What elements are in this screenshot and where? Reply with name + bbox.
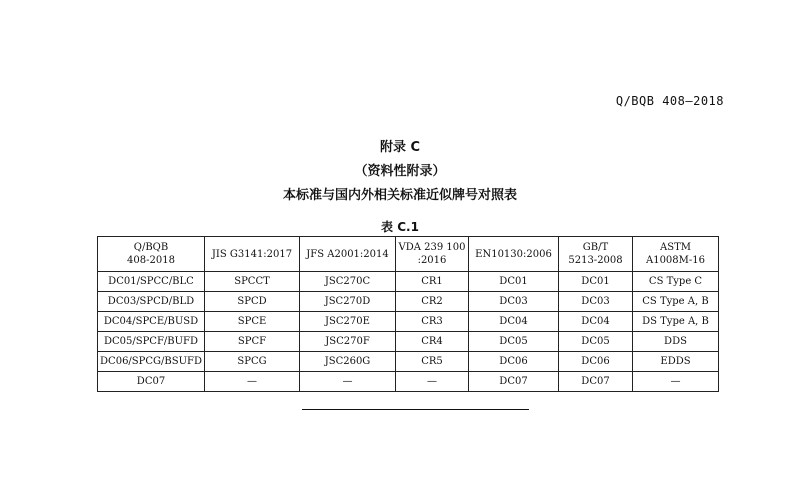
column-header: ASTM A1008M-16 <box>633 237 719 272</box>
table-cell: SPCD <box>205 292 300 312</box>
table-cell: DC04/SPCE/BUSD <box>98 312 205 332</box>
table-row <box>98 312 719 332</box>
table-row <box>98 352 719 372</box>
table-cell: DC07 <box>469 372 559 392</box>
end-of-document-rule <box>302 409 529 410</box>
table-cell: SPCE <box>205 312 300 332</box>
table-cell: JSC270C <box>300 272 396 292</box>
table-cell: CS Type C <box>633 272 719 292</box>
table-row <box>98 372 719 392</box>
table-row <box>98 332 719 352</box>
table-cell: DC06 <box>469 352 559 372</box>
table-cell: JSC270F <box>300 332 396 352</box>
table-cell: DS Type A, B <box>633 312 719 332</box>
column-header: JFS A2001:2014 <box>300 237 396 272</box>
table-cell: DC03/SPCD/BLD <box>98 292 205 312</box>
table-header-row <box>98 237 719 272</box>
table-cell: DC01 <box>469 272 559 292</box>
table-cell: DC04 <box>469 312 559 332</box>
table-cell: DC07 <box>98 372 205 392</box>
table-cell: JSC260G <box>300 352 396 372</box>
table-cell: — <box>396 372 469 392</box>
table-cell: DC07 <box>559 372 633 392</box>
table-cell: CR1 <box>396 272 469 292</box>
table-cell: — <box>205 372 300 392</box>
table-cell: DC05 <box>469 332 559 352</box>
annex-note: （资料性附录） <box>354 164 446 179</box>
table-cell: DC04 <box>559 312 633 332</box>
table-cell: DC01/SPCC/BLC <box>98 272 205 292</box>
table-cell: DC05 <box>559 332 633 352</box>
grade-comparison-table <box>97 236 719 392</box>
standard-code: Q/BQB 408—2018 <box>615 94 724 108</box>
table-cell: CR2 <box>396 292 469 312</box>
table-cell: EDDS <box>633 352 719 372</box>
table-cell: DDS <box>633 332 719 352</box>
table-cell: JSC270D <box>300 292 396 312</box>
table-cell: DC06/SPCG/BSUFD <box>98 352 205 372</box>
annex-title: 本标准与国内外相关标准近似牌号对照表 <box>282 188 517 203</box>
table-cell: JSC270E <box>300 312 396 332</box>
table-cell: DC06 <box>559 352 633 372</box>
table-row <box>98 292 719 312</box>
column-header: Q/BQB 408-2018 <box>98 237 205 272</box>
table-cell: DC05/SPCF/BUFD <box>98 332 205 352</box>
table-cell: DC03 <box>469 292 559 312</box>
column-header: EN10130:2006 <box>469 237 559 272</box>
table-cell: SPCG <box>205 352 300 372</box>
table-cell: — <box>633 372 719 392</box>
table-cell: — <box>300 372 396 392</box>
table-cell: DC03 <box>559 292 633 312</box>
table-cell: CR5 <box>396 352 469 372</box>
column-header: JIS G3141:2017 <box>205 237 300 272</box>
table-cell: SPCCT <box>205 272 300 292</box>
table-cell: CR3 <box>396 312 469 332</box>
table-cell: CR4 <box>396 332 469 352</box>
table-cell: DC01 <box>559 272 633 292</box>
table-caption: 表 C.1 <box>381 220 419 234</box>
table-row <box>98 272 719 292</box>
table-cell: CS Type A, B <box>633 292 719 312</box>
annex-label: 附录 C <box>379 140 421 155</box>
column-header: GB/T 5213-2008 <box>559 237 633 272</box>
table-cell: SPCF <box>205 332 300 352</box>
column-header: VDA 239 100 :2016 <box>396 237 469 272</box>
